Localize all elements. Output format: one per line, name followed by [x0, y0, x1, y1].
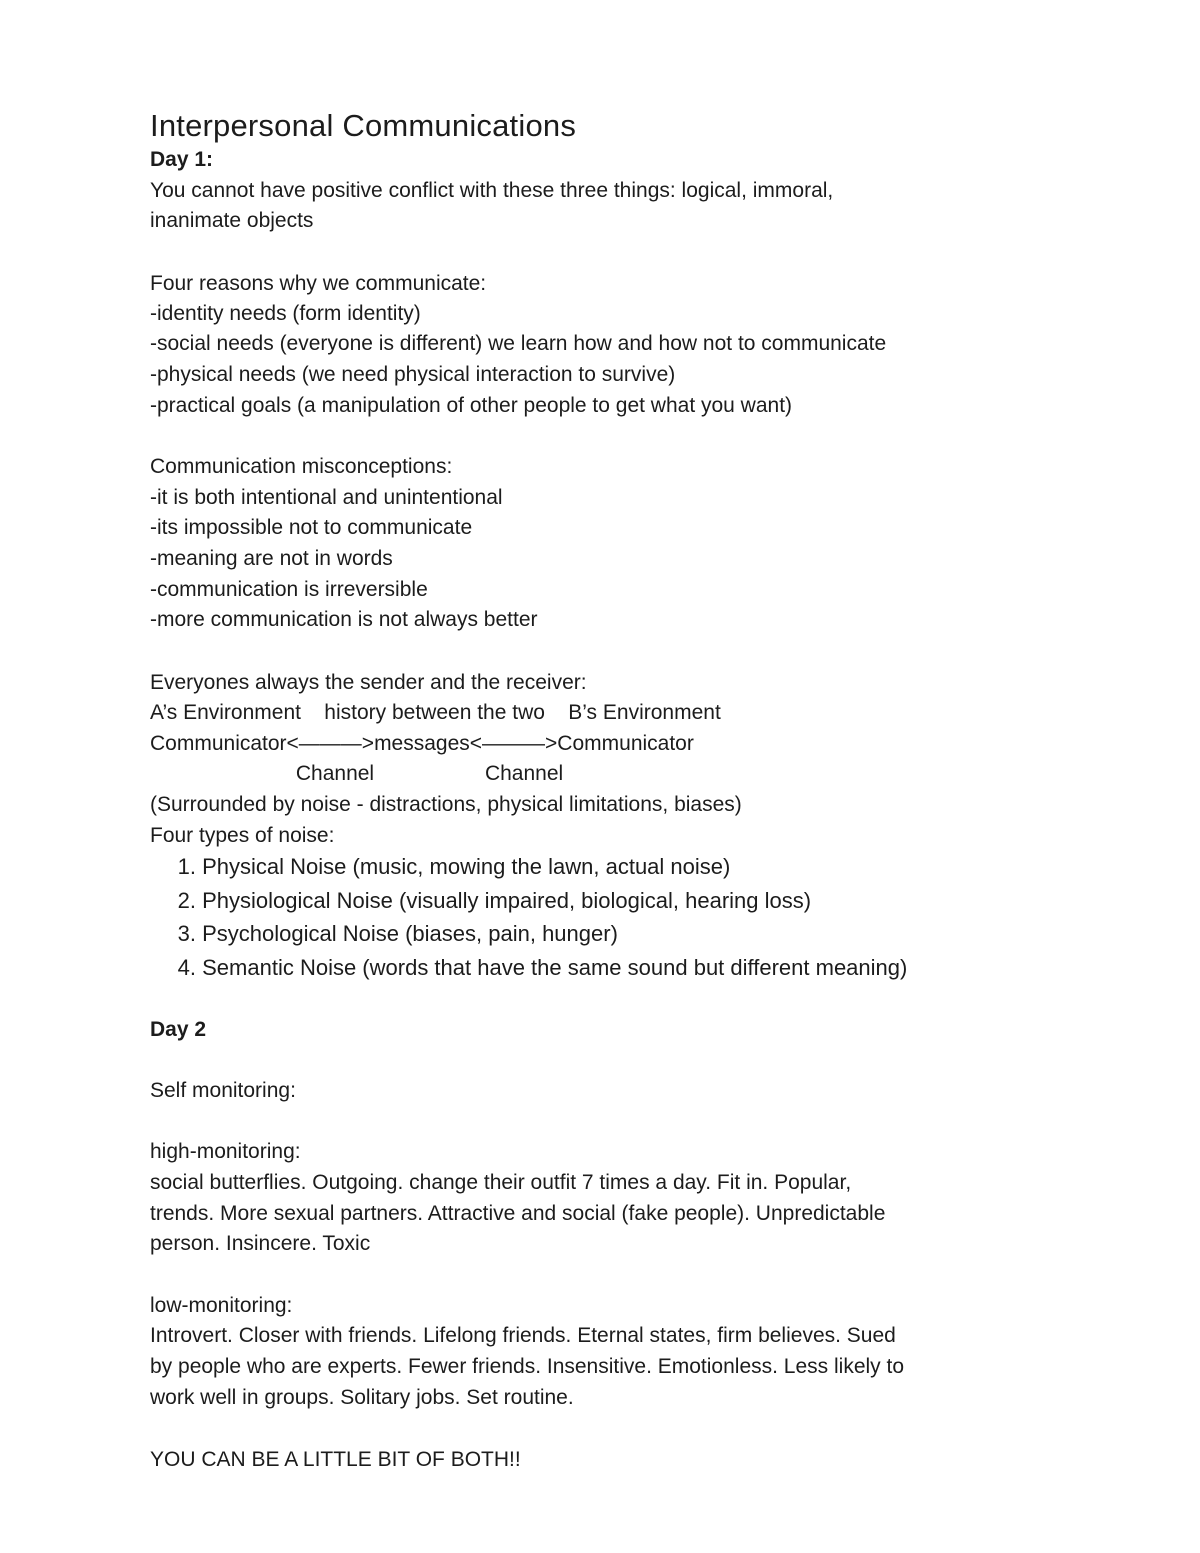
list-text: Psychological Noise (biases, pain, hunger): [202, 921, 618, 946]
noise-item: [150, 887, 811, 915]
noise-item: [150, 853, 730, 881]
paragraph-line: person. Insincere. Toxic: [150, 1232, 371, 1255]
misconceptions-heading: Communication misconceptions:: [150, 455, 453, 478]
model-communicators: Communicator<———>messages<———>Communicator: [150, 732, 694, 755]
list-text: Physiological Noise (visually impaired, biological, hearing loss): [202, 888, 812, 913]
list-text: Semantic Noise (words that have the same sound but different meaning): [202, 955, 908, 980]
list-number: 1.: [177, 854, 196, 879]
list-item: -physical needs (we need physical interaction to survive): [150, 363, 676, 386]
self-monitoring-heading: Self monitoring:: [150, 1079, 296, 1102]
low-monitoring-heading: low-monitoring:: [150, 1294, 293, 1317]
day2-heading: Day 2: [150, 1018, 207, 1041]
list-item: -it is both intentional and unintentional: [150, 486, 503, 509]
day1-heading: Day 1:: [150, 148, 214, 171]
list-item: -its impossible not to communicate: [150, 516, 473, 539]
list-item: -more communication is not always better: [150, 608, 538, 631]
list-text: Physical Noise (music, mowing the lawn, actual noise): [202, 854, 731, 879]
conflict-text: You cannot have positive conflict with these three things: logical, immoral,: [150, 179, 834, 202]
model-heading: Everyones always the sender and the receiver:: [150, 671, 587, 694]
high-monitoring-heading: high-monitoring:: [150, 1140, 301, 1163]
paragraph-line: trends. More sexual partners. Attractive and social (fake people). Unpredictable: [150, 1202, 886, 1225]
list-item: -practical goals (a manipulation of other people to get what you want): [150, 394, 793, 417]
list-number: 4.: [177, 955, 196, 980]
noise-item: [150, 954, 907, 982]
list-number: 2.: [177, 888, 196, 913]
noise-heading: Four types of noise:: [150, 824, 335, 847]
noise-item: [150, 920, 618, 948]
reasons-heading: Four reasons why we communicate:: [150, 272, 487, 295]
list-item: -communication is irreversible: [150, 578, 428, 601]
list-item: -meaning are not in words: [150, 547, 393, 570]
list-number: 3.: [177, 921, 196, 946]
conflict-text: inanimate objects: [150, 209, 314, 232]
model-noise-note: (Surrounded by noise - distractions, physical limitations, biases): [150, 793, 742, 816]
list-item: -identity needs (form identity): [150, 302, 421, 325]
paragraph-line: by people who are experts. Fewer friends. Insensitive. Emotionless. Less likely to: [150, 1355, 905, 1378]
paragraph-line: work well in groups. Solitary jobs. Set routine.: [150, 1386, 574, 1409]
paragraph-line: social butterflies. Outgoing. change their outfit 7 times a day. Fit in. Popular,: [150, 1171, 852, 1194]
conclusion-text: YOU CAN BE A LITTLE BIT OF BOTH!!: [150, 1448, 521, 1471]
model-environments: A’s Environment history between the two B’s Environment: [150, 701, 721, 724]
list-item: -social needs (everyone is different) we learn how and how not to communicate: [150, 332, 887, 355]
paragraph-line: Introvert. Closer with friends. Lifelong friends. Eternal states, firm believes. Sued: [150, 1324, 896, 1347]
page-title: Interpersonal Communications: [150, 108, 577, 143]
model-channels: Channel Channel: [150, 762, 564, 785]
